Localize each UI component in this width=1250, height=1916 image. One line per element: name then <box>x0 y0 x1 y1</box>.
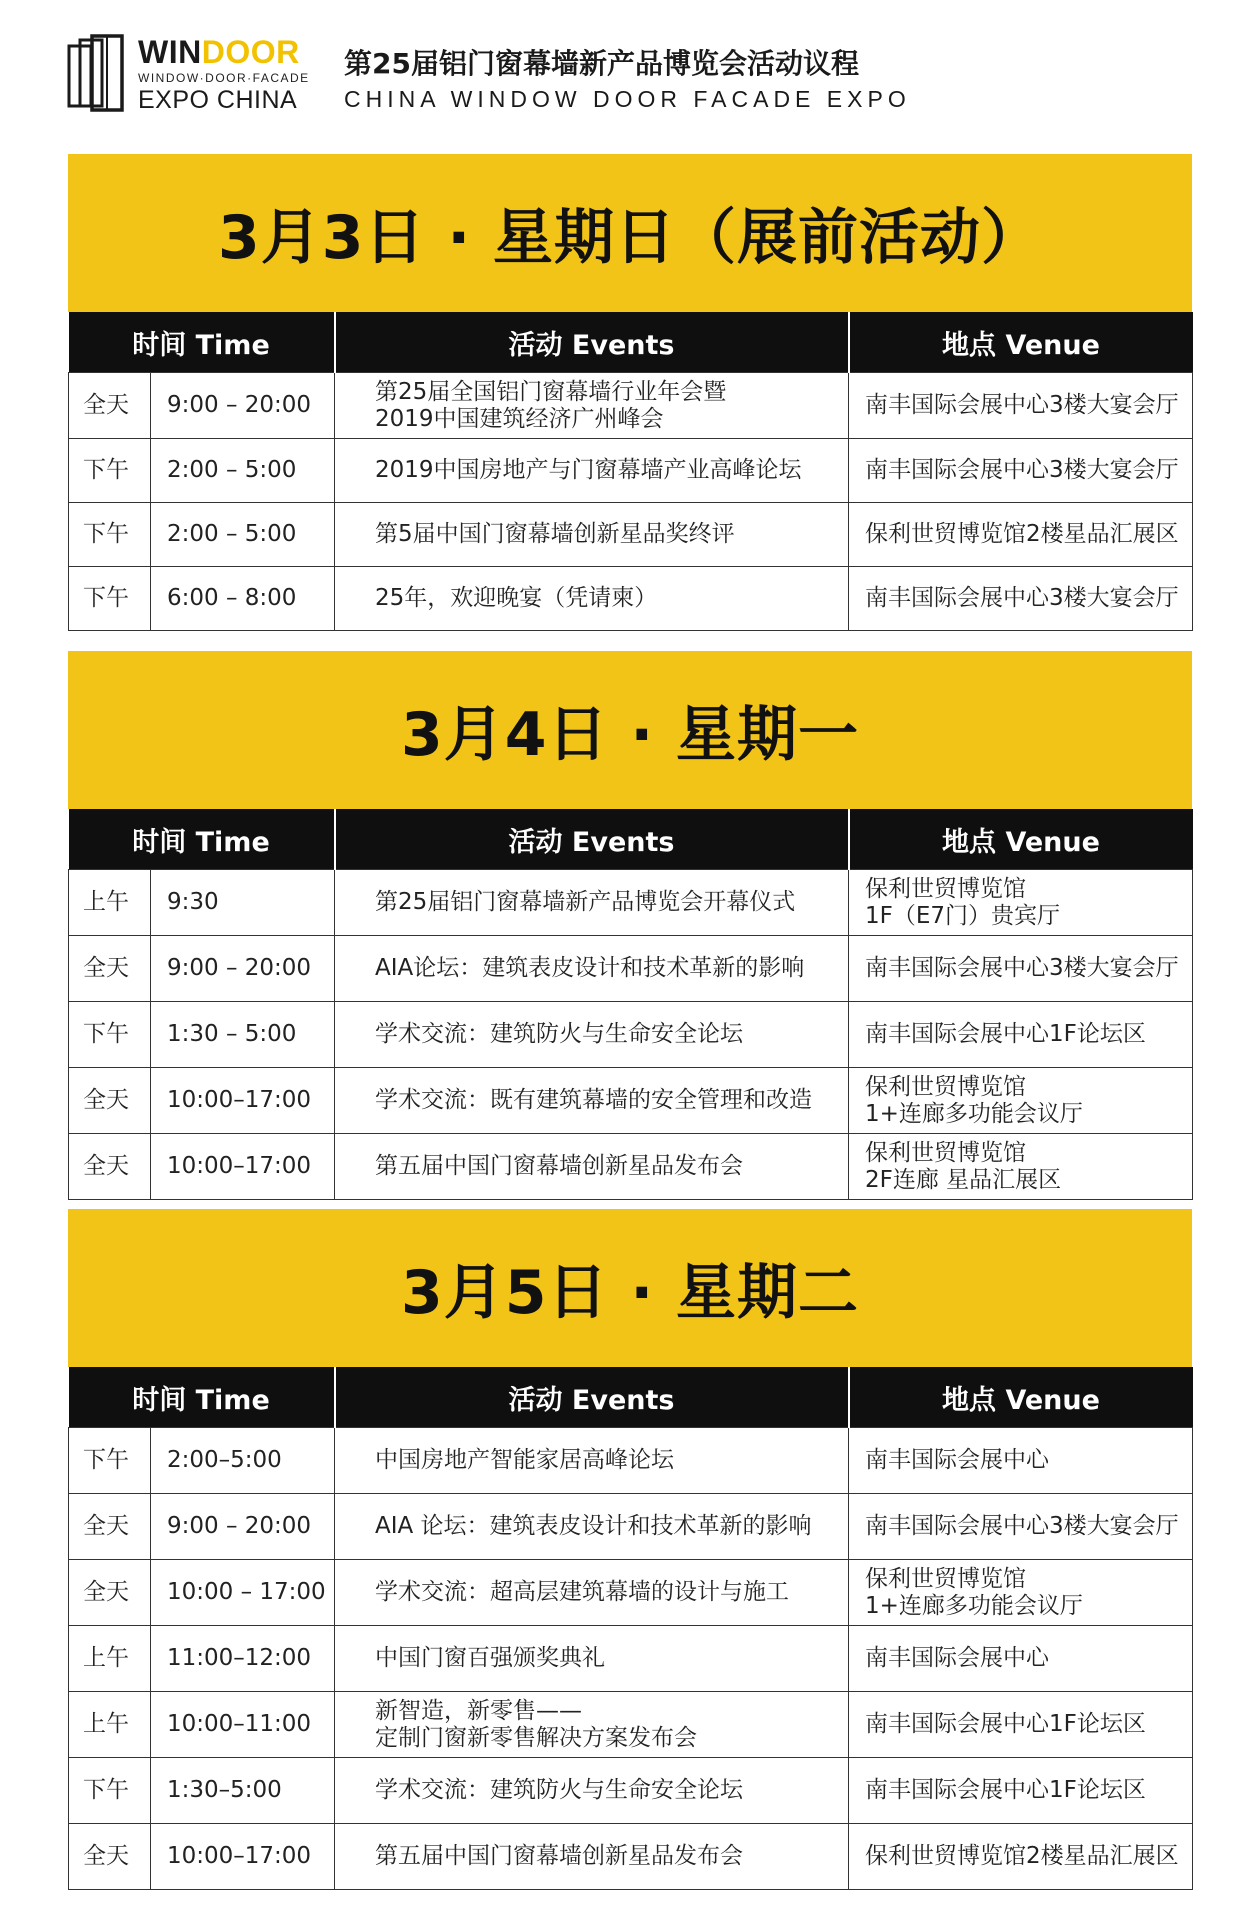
time-cell: 9:00 – 20:00 <box>151 373 335 439</box>
venue-line: 南丰国际会展中心1F论坛区 <box>865 1021 1146 1048</box>
event-line: 新智造，新零售—— <box>375 1698 582 1725</box>
venue-cell <box>849 1002 1193 1068</box>
venue-cell <box>849 1068 1193 1134</box>
venue-line: 南丰国际会展中心3楼大宴会厅 <box>865 392 1179 419</box>
period-cell: 下午 <box>69 1758 151 1824</box>
event-cell <box>335 1560 849 1626</box>
venue-line: 1F（E7门）贵宾厅 <box>865 902 1061 929</box>
event-line: AIA 论坛：建筑表皮设计和技术革新的影响 <box>375 1513 812 1540</box>
venue-cell <box>849 1560 1193 1626</box>
event-line: 学术交流：超高层建筑幕墙的设计与施工 <box>375 1579 789 1606</box>
period-cell: 全天 <box>69 1068 151 1134</box>
venue-line: 南丰国际会展中心3楼大宴会厅 <box>865 585 1179 612</box>
table-row <box>69 439 1193 503</box>
venue-cell <box>849 567 1193 631</box>
table-row <box>69 1068 1193 1134</box>
venue-cell <box>849 1626 1193 1692</box>
header-time: 时间 Time <box>69 809 335 870</box>
event-line: 25年，欢迎晚宴（凭请柬） <box>375 585 658 612</box>
event-line: 第25届铝门窗幕墙新产品博览会开幕仪式 <box>375 889 796 916</box>
header-venue: 地点 Venue <box>849 1367 1193 1428</box>
venue-cell <box>849 1692 1193 1758</box>
venue-line: 南丰国际会展中心 <box>865 1645 1049 1672</box>
period-cell: 下午 <box>69 1002 151 1068</box>
table-row <box>69 1758 1193 1824</box>
period-cell: 下午 <box>69 567 151 631</box>
day-banner: 3月5日 · 星期二 <box>68 1209 1192 1367</box>
schedule-table <box>68 1367 1193 1890</box>
event-cell <box>335 567 849 631</box>
venue-line: 南丰国际会展中心1F论坛区 <box>865 1777 1146 1804</box>
day-banner: 3月4日 · 星期一 <box>68 651 1192 809</box>
event-cell <box>335 1428 849 1494</box>
event-cell <box>335 936 849 1002</box>
event-cell <box>335 1626 849 1692</box>
time-cell: 9:00 – 20:00 <box>151 1494 335 1560</box>
time-cell: 10:00–17:00 <box>151 1134 335 1200</box>
venue-cell <box>849 936 1193 1002</box>
table-row <box>69 1134 1193 1200</box>
table-row <box>69 1692 1193 1758</box>
time-cell: 10:00–11:00 <box>151 1692 335 1758</box>
time-cell: 6:00 – 8:00 <box>151 567 335 631</box>
table-row <box>69 870 1193 936</box>
venue-line: 保利世贸博览馆 <box>865 1140 1026 1167</box>
table-row <box>69 1560 1193 1626</box>
event-cell <box>335 870 849 936</box>
venue-line: 保利世贸博览馆 <box>865 1566 1026 1593</box>
event-line: 学术交流：建筑防火与生命安全论坛 <box>375 1777 743 1804</box>
period-cell: 全天 <box>69 1134 151 1200</box>
venue-cell <box>849 503 1193 567</box>
time-cell: 10:00 – 17:00 <box>151 1560 335 1626</box>
logo-expo: EXPO CHINA <box>138 86 298 114</box>
header-venue: 地点 Venue <box>849 809 1193 870</box>
page-subtitle: CHINA WINDOW DOOR FACADE EXPO <box>344 86 911 112</box>
event-line: 第五届中国门窗幕墙创新星品发布会 <box>375 1153 743 1180</box>
event-cell <box>335 439 849 503</box>
window-door-logo-icon <box>66 34 128 114</box>
event-cell <box>335 1002 849 1068</box>
venue-cell <box>849 1758 1193 1824</box>
day-section <box>68 651 1192 1200</box>
venue-line: 1+连廊多功能会议厅 <box>865 1592 1083 1619</box>
period-cell: 下午 <box>69 439 151 503</box>
table-header-row <box>69 312 1193 373</box>
time-cell: 2:00 – 5:00 <box>151 439 335 503</box>
event-line: 中国房地产智能家居高峰论坛 <box>375 1447 674 1474</box>
time-cell: 11:00–12:00 <box>151 1626 335 1692</box>
venue-cell <box>849 870 1193 936</box>
day-banner: 3月3日 · 星期日（展前活动） <box>68 154 1192 312</box>
venue-line: 保利世贸博览馆2楼星品汇展区 <box>865 521 1179 548</box>
venue-line: 南丰国际会展中心3楼大宴会厅 <box>865 1513 1179 1540</box>
table-row <box>69 1824 1193 1890</box>
table-row <box>69 503 1193 567</box>
schedule-table <box>68 809 1193 1200</box>
venue-cell <box>849 1824 1193 1890</box>
header-time: 时间 Time <box>69 312 335 373</box>
day-section <box>68 154 1192 631</box>
event-line: 中国门窗百强颁奖典礼 <box>375 1645 605 1672</box>
period-cell: 全天 <box>69 1824 151 1890</box>
table-row <box>69 1626 1193 1692</box>
page-title: 第25届铝门窗幕墙新产品博览会活动议程 <box>344 47 859 80</box>
period-cell: 下午 <box>69 503 151 567</box>
table-row <box>69 1428 1193 1494</box>
event-line: 第5届中国门窗幕墙创新星品奖终评 <box>375 521 735 548</box>
header-time: 时间 Time <box>69 1367 335 1428</box>
logo-win: WIN <box>138 34 202 70</box>
event-line: 2019中国房地产与门窗幕墙产业高峰论坛 <box>375 457 802 484</box>
header-events: 活动 Events <box>335 809 849 870</box>
table-row <box>69 567 1193 631</box>
time-cell: 2:00–5:00 <box>151 1428 335 1494</box>
event-line: 第25届全国铝门窗幕墙行业年会暨 <box>375 379 727 406</box>
table-row <box>69 1002 1193 1068</box>
logo-subtitle: WINDOW·DOOR·FACADE <box>138 71 310 85</box>
period-cell: 全天 <box>69 1560 151 1626</box>
venue-line: 保利世贸博览馆2楼星品汇展区 <box>865 1843 1179 1870</box>
logo-wordmark <box>138 36 310 113</box>
venue-line: 1+连廊多功能会议厅 <box>865 1100 1083 1127</box>
table-row <box>69 373 1193 439</box>
venue-line: 南丰国际会展中心 <box>865 1447 1049 1474</box>
time-cell: 10:00–17:00 <box>151 1068 335 1134</box>
time-cell: 9:30 <box>151 870 335 936</box>
event-cell <box>335 373 849 439</box>
table-header-row <box>69 809 1193 870</box>
venue-line: 南丰国际会展中心1F论坛区 <box>865 1711 1146 1738</box>
logo-door: DOOR <box>201 34 300 70</box>
event-cell <box>335 1824 849 1890</box>
venue-cell <box>849 373 1193 439</box>
table-row <box>69 936 1193 1002</box>
venue-cell <box>849 1494 1193 1560</box>
table-header-row <box>69 1367 1193 1428</box>
venue-cell <box>849 439 1193 503</box>
venue-line: 保利世贸博览馆 <box>865 1074 1026 1101</box>
event-line: 学术交流：建筑防火与生命安全论坛 <box>375 1021 743 1048</box>
venue-line: 南丰国际会展中心3楼大宴会厅 <box>865 457 1179 484</box>
header-events: 活动 Events <box>335 1367 849 1428</box>
period-cell: 全天 <box>69 373 151 439</box>
period-cell: 上午 <box>69 1626 151 1692</box>
event-cell <box>335 1494 849 1560</box>
time-cell: 1:30–5:00 <box>151 1758 335 1824</box>
event-cell <box>335 1692 849 1758</box>
period-cell: 下午 <box>69 1428 151 1494</box>
venue-line: 保利世贸博览馆 <box>865 876 1026 903</box>
event-line: 第五届中国门窗幕墙创新星品发布会 <box>375 1843 743 1870</box>
schedule-table <box>68 312 1193 631</box>
venue-cell <box>849 1134 1193 1200</box>
event-cell <box>335 1068 849 1134</box>
event-line: 2019中国建筑经济广州峰会 <box>375 405 664 432</box>
event-cell <box>335 1758 849 1824</box>
period-cell: 上午 <box>69 1692 151 1758</box>
period-cell: 全天 <box>69 1494 151 1560</box>
time-cell: 1:30 – 5:00 <box>151 1002 335 1068</box>
day-section <box>68 1209 1192 1890</box>
event-cell <box>335 1134 849 1200</box>
table-row <box>69 1494 1193 1560</box>
event-line: 学术交流：既有建筑幕墙的安全管理和改造 <box>375 1087 812 1114</box>
header-venue: 地点 Venue <box>849 312 1193 373</box>
header-events: 活动 Events <box>335 312 849 373</box>
event-line: 定制门窗新零售解决方案发布会 <box>375 1724 697 1751</box>
time-cell: 10:00–17:00 <box>151 1824 335 1890</box>
event-cell <box>335 503 849 567</box>
page-header <box>0 0 1250 150</box>
time-cell: 2:00 – 5:00 <box>151 503 335 567</box>
time-cell: 9:00 – 20:00 <box>151 936 335 1002</box>
venue-line: 2F连廊 星品汇展区 <box>865 1166 1062 1193</box>
event-line: AIA论坛：建筑表皮设计和技术革新的影响 <box>375 955 805 982</box>
venue-line: 南丰国际会展中心3楼大宴会厅 <box>865 955 1179 982</box>
venue-cell <box>849 1428 1193 1494</box>
period-cell: 上午 <box>69 870 151 936</box>
period-cell: 全天 <box>69 936 151 1002</box>
